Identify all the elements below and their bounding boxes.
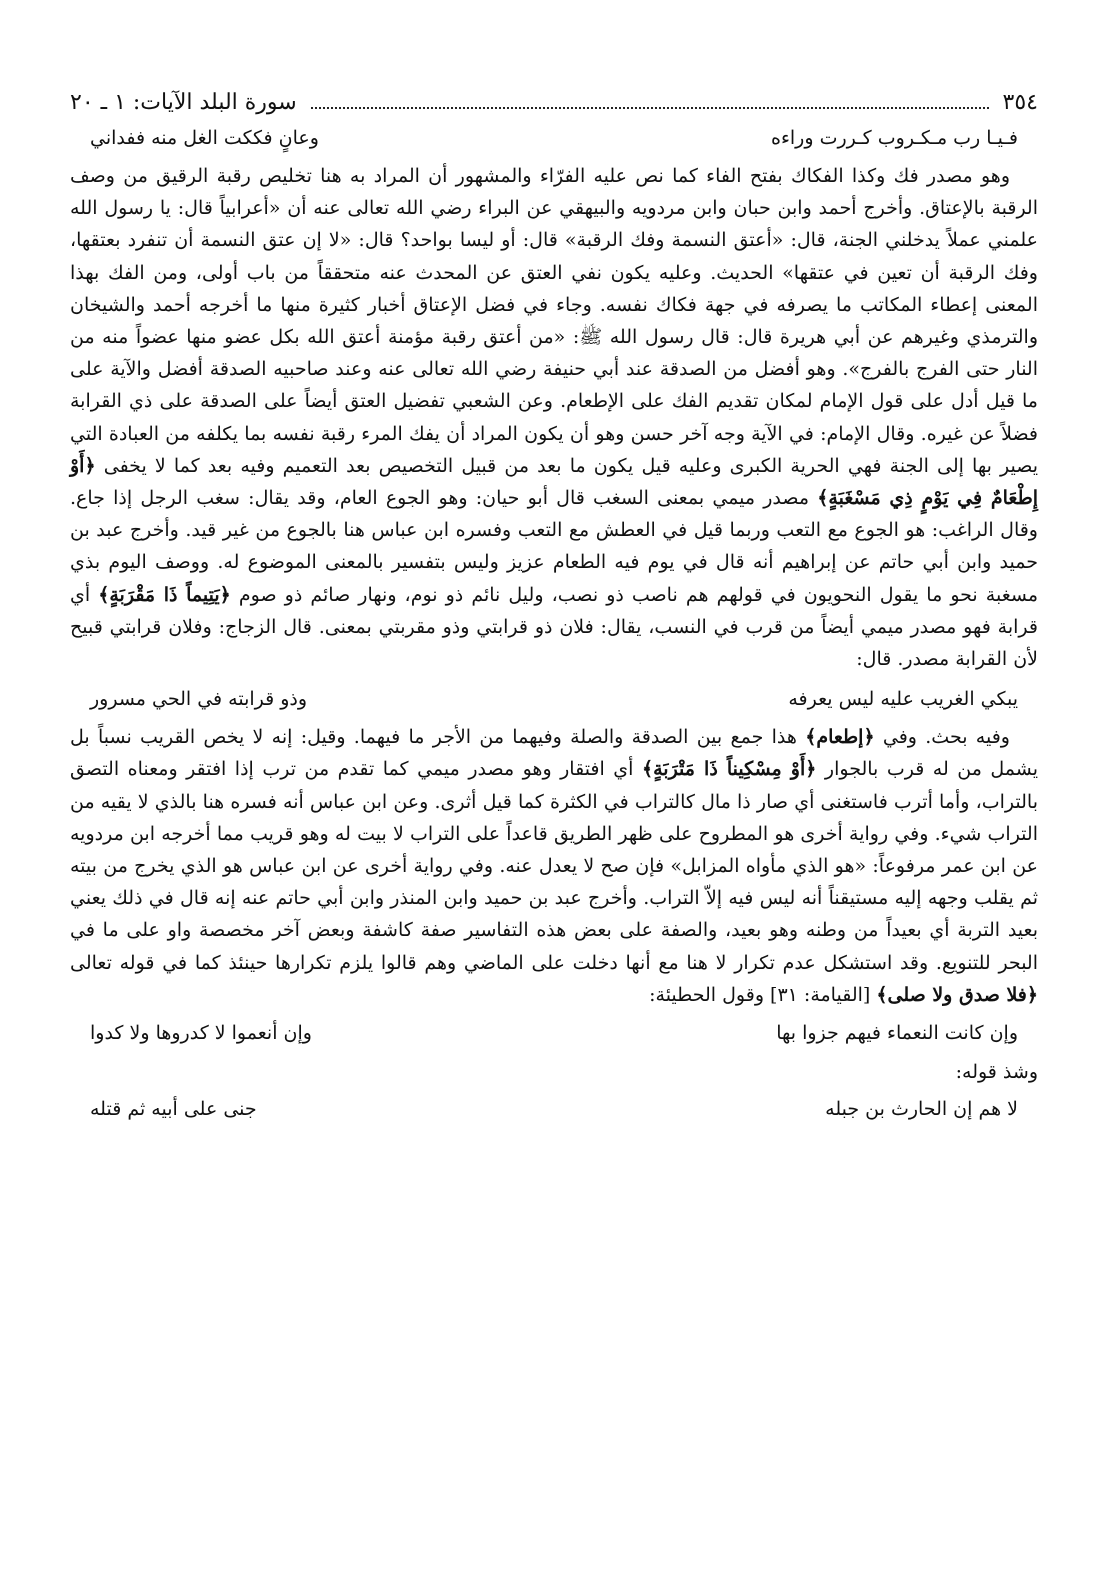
quran-quote: ﴿أَوْ مِسْكِيناً ذَا مَتْرَبَةٍ﴾: [641, 758, 817, 781]
commentary-paragraph: [70, 721, 1038, 1011]
verse-second-hemistich: وذو قرابته في الحي مسرور: [90, 688, 308, 711]
verse-first-hemistich: يبكي الغريب عليه ليس يعرفه: [788, 688, 1018, 711]
poetry-verse: [70, 120, 1038, 160]
commentary-text: هذا جمع بين الصدقة والصلة وفيهما من الأجر ما فيهما. وقيل: إنه لا يخص القريب نسباً بل يشمل من له قرب بالجوار: [70, 726, 1039, 781]
verse-first-hemistich: فـيـا رب مـكـروب كـررت وراءه: [771, 127, 1018, 149]
commentary-text: أي افتقار وهو مصدر ميمي كما تقدم من ترب إذا افتقر ومعناه التصق بالتراب، وأما أترب فاستغنى أي صار ذا مال كالتراب في الكثرة كما قيل أثرى. وعن ابن عباس أنه فسره هنا بالذي لا يقيه من التراب شيء. وفي رواية أخرى هو المطروح على ظهر الطريق قاعداً على التراب لا بيت له وهو قريب مما أخرجه ابن مردويه عن ابن عمر مرفوعاً: «هو الذي مأواه المزابل» فإن صح لا يعدل عنه. وفي رواية أخرى عن ابن عباس هو الذي يخرج من بيته ثم يقلب وجهه إليه مستيقناً أنه ليس فيه إلاّ التراب. وأخرج عبد بن حميد وابن المنذر وابن أبي حاتم عنه إنه قال في ذلك يعني بعيد التربة أي بعيداً من وطنه وهو بعيد، والصفة على بعض هذه التفاسير صفة كاشفة وبعض آخر مخصصة واو على ما في البحر للتنويع. وقد استشكل عدم تكرار لا هنا مع أنها دخلت على الماضي وهم قالوا يلزم تكرارها حينئذ كما في قوله تعالى: [70, 758, 1039, 974]
page: [70, 88, 1038, 1131]
quran-quote: ﴿فلا صدق ولا صلى﴾: [876, 983, 1038, 1006]
commentary-text: وفيه بحث. وفي: [882, 726, 1010, 749]
quran-quote: ﴿أَوْ إِطْعَامٌ فِي يَوْمٍ ذِي مَسْغَبَةٍ﴾: [70, 454, 1038, 510]
verse-second-hemistich: جنى على أبيه ثم قتله: [90, 1098, 257, 1121]
poetry-verse: [70, 681, 1038, 721]
transition-line: وشذ قوله:: [955, 1061, 1038, 1084]
commentary-text: وهو مصدر فك وكذا الفكاك بفتح الفاء كما نص عليه الفرّاء والمشهور أن المراد به هنا تخليص رقبة الرقيق من وصف الرقبة بالإعتاق. وأخرج أحمد وابن حبان وابن مردويه والبيهقي عن البراء رضي الله تعالى عنه أن «أعرابياً قال: يا رسول الله علمني عملاً يدخلني الجنة، قال: «أعتق النسمة وفك الرقبة» قال: أو ليسا بواحد؟ قال: «لا إن عتق النسمة أن تنفرد بعتقها، وفك الرقبة أن تعين في عتقها» الحديث. وعليه يكون نفي العتق عن المحدث عنه متحققاً من باب أولى، ومن الفك بهذا المعنى إعطاء المكاتب ما يصرفه في جهة فكاك نفسه. وجاء في فضل الإعتاق أخبار كثيرة منها ما أخرجه أحمد والشيخان والترمذي وغيرهم عن أبي هريرة قال: قال رسول الله ﷺ: «من أعتق رقبة مؤمنة أعتق الله بكل عضو منها عضواً منه من النار حتى الفرج بالفرج». وهو أفضل من الصدقة عند أبي حنيفة رضي الله تعالى عنه وعند صاحبيه الصدقة أفضل والآية على ما قيل أدل على قول الإمام لمكان تقديم الفك على الإطعام. وعن الشعبي تفضيل العتق أيضاً على الصدقة على ذي القرابة فضلاً عن غيره. وقال الإمام: في الآية وجه آخر حسن وهو أن يكون المراد أن يفك المرء رقبة نفسه بما يكلفه من العبادة التي يصير بها إلى الجنة فهي الحرية الكبرى وعليه قيل يكون ما بعد من قبيل التخصيص بعد التعميم وفيه بعد كما لا يخفى: [70, 165, 1038, 477]
verse-first-hemistich: لا هم إن الحارث بن جبله: [825, 1098, 1018, 1121]
commentary-text: [القيامة: ٣١] وقول الحطيئة:: [649, 983, 871, 1006]
verse-second-hemistich: وعانٍ فككت الغل منه ففداني: [90, 127, 319, 149]
running-head: [70, 88, 1038, 120]
poetry-verse: [70, 1091, 1038, 1131]
dotted-leader: [311, 97, 989, 109]
verse-first-hemistich: وإن كانت النعماء فيهم جزوا بها: [776, 1022, 1018, 1045]
commentary-paragraph: [70, 160, 1038, 675]
surah-title: سورة البلد الآيات: ١ ـ ٢٠: [70, 90, 297, 115]
commentary-text: أي قرابة فهو مصدر ميمي أيضاً من قرب في النسب، يقال: فلان ذو قرابتي وذو مقربتي بمعنى. قال الزجاج: وفلان قرابتي قبيح لأن القرابة مصدر. قال:: [70, 583, 1038, 671]
commentary-text: مصدر ميمي بمعنى السغب قال أبو حيان: وهو الجوع العام، وقد يقال: سغب الرجل إذا جاع. وقال الراغب: هو الجوع مع التعب وربما قيل في العطش مع التعب وفسره ابن عباس هنا بالجوع من غير قيد. وأخرج عبد بن حميد وابن أبي حاتم عن إبراهيم أنه قال في يوم فيه الطعام عزيز وليس بتفسير بالمعنى الموضوع له. ووصف اليوم بذي مسغبة نحو ما يقول النحويون في قولهم هم ناصب ذو نصب، وليل نائم ذو نوم، ونهار صائم ذو صوم: [70, 487, 1038, 606]
page-number: ٣٥٤: [1002, 90, 1038, 115]
quran-quote: ﴿إطعام﴾: [805, 726, 875, 749]
verse-second-hemistich: وإن أنعموا لا كدروها ولا كدوا: [90, 1022, 312, 1045]
poetry-verse: [70, 1015, 1038, 1055]
quran-quote: ﴿يَتِيماً ذَا مَقْرَبَةٍ﴾: [98, 583, 231, 606]
